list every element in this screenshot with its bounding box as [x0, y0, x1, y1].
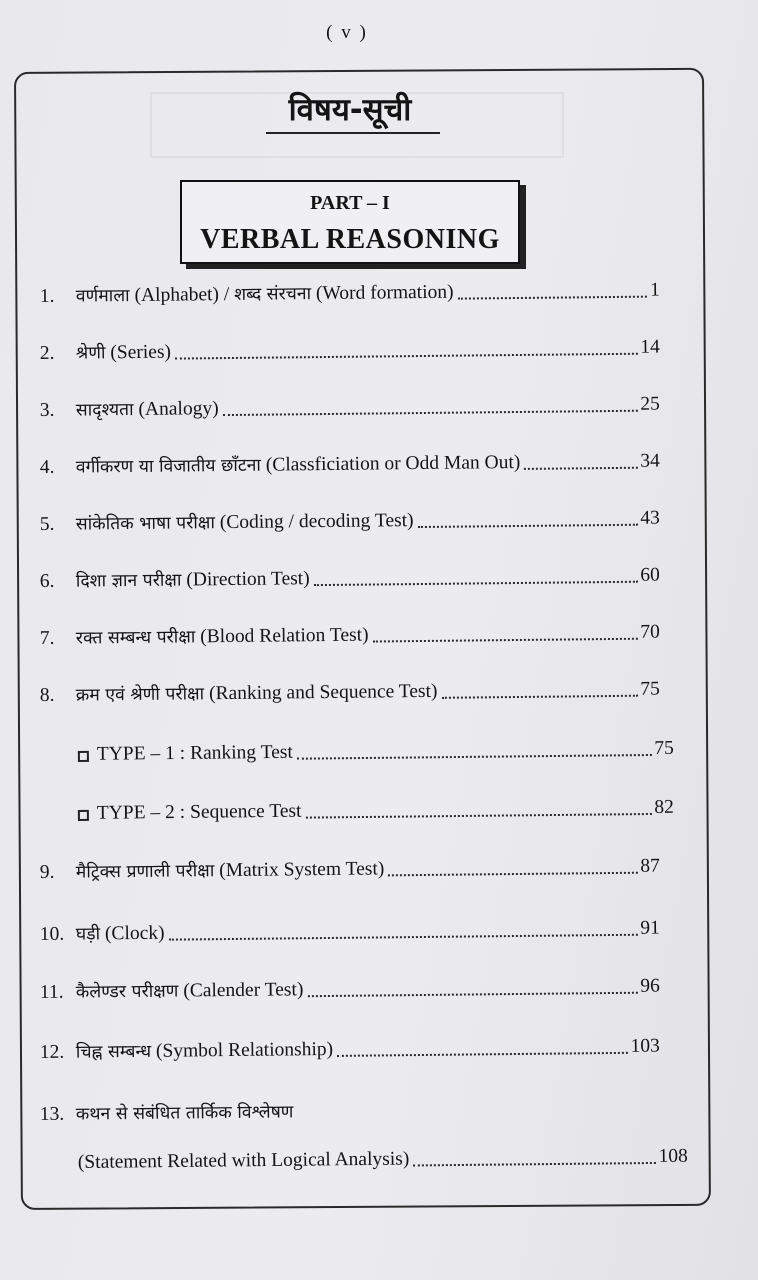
- entry-number: 4.: [39, 456, 55, 479]
- entry-title: रक्त सम्बन्ध परीक्षा (Blood Relation Test): [75, 624, 369, 649]
- entry-page: 34: [640, 450, 660, 472]
- entry-page: 96: [640, 975, 660, 997]
- entry-number: 8.: [39, 684, 55, 707]
- entry-title: कैलेण्डर परीक्षण (Calender Test): [75, 979, 304, 1003]
- entry-title: घड़ी (Clock): [75, 922, 165, 945]
- checkbox-bullet-icon: [78, 810, 89, 821]
- entry-title: वर्णमाला (Alphabet) / शब्द संरचना (Word formation): [75, 281, 454, 307]
- entry-number: 10.: [39, 923, 65, 946]
- entry-page: 91: [640, 917, 660, 939]
- entry-page: 70: [640, 621, 660, 643]
- entry-title: सांकेतिक भाषा परीक्षा (Coding / decoding Test): [75, 510, 414, 535]
- leader-dots: [388, 866, 637, 877]
- entry-title-english: (Statement Related with Logical Analysis): [77, 1148, 410, 1173]
- entry-page: 1: [649, 279, 660, 301]
- entry-number: 7.: [39, 627, 55, 650]
- leader-dots: [314, 575, 638, 586]
- entry-number: 5.: [39, 513, 55, 536]
- subentry-title: TYPE – 2 : Sequence Test: [96, 800, 302, 824]
- entry-title-hindi: कथन से संबंधित तार्किक विश्लेषण: [75, 1102, 294, 1125]
- entry-page: 108: [658, 1145, 688, 1167]
- leader-dots: [413, 1156, 655, 1167]
- leader-dots: [305, 807, 651, 819]
- entry-number: 6.: [39, 570, 55, 593]
- entry-page: 75: [654, 737, 674, 759]
- leader-dots: [373, 632, 638, 643]
- leader-dots: [175, 347, 637, 360]
- checkbox-bullet-icon: [78, 751, 89, 762]
- entry-number: 12.: [39, 1041, 65, 1063]
- title-underline: [266, 132, 440, 134]
- page-number: ( v ): [326, 22, 368, 43]
- leader-dots: [307, 986, 637, 997]
- entry-page: 43: [640, 507, 660, 529]
- entry-number: 13.: [39, 1103, 65, 1125]
- entry-title: क्रम एवं श्रेणी परीक्षा (Ranking and Sequence Test): [75, 680, 438, 706]
- part-box: [180, 180, 520, 264]
- leader-dots: [441, 689, 637, 699]
- leader-dots: [223, 404, 638, 416]
- entry-page: 87: [640, 855, 660, 877]
- entry-title: वर्गीकरण या विजातीय छाँटना (Classficiation or Odd Man Out): [75, 451, 521, 478]
- entry-title: दिशा ज्ञान परीक्षा (Direction Test): [75, 568, 310, 592]
- entry-page: 25: [640, 393, 660, 415]
- entry-number: 3.: [39, 399, 55, 422]
- entry-title: मैट्रिक्स प्रणाली परीक्षा (Matrix System Test): [75, 858, 385, 883]
- entry-number: 11.: [39, 981, 64, 1004]
- part-title: VERBAL REASONING: [200, 224, 500, 255]
- leader-dots: [418, 518, 638, 528]
- entry-number: 9.: [39, 861, 55, 884]
- leader-dots: [337, 1046, 628, 1057]
- entry-page: 60: [640, 564, 660, 586]
- entry-page: 14: [640, 336, 660, 358]
- leader-dots: [524, 461, 637, 470]
- part-label: PART – I: [310, 192, 390, 214]
- entry-number: 2.: [39, 342, 55, 365]
- entry-page: 103: [630, 1035, 660, 1057]
- leader-dots: [169, 928, 638, 941]
- entry-page: 75: [640, 678, 660, 700]
- entry-page: 82: [654, 796, 674, 818]
- subentry-title: TYPE – 1 : Ranking Test: [96, 741, 293, 765]
- entry-number: 1.: [39, 285, 55, 308]
- entry-title: सादृश्यता (Analogy): [75, 398, 219, 421]
- entry-title: चिह्न सम्बन्ध (Symbol Relationship): [75, 1038, 334, 1063]
- leader-dots: [458, 290, 648, 300]
- leader-dots: [297, 748, 652, 760]
- entry-title: श्रेणी (Series): [75, 341, 172, 364]
- page-title: विषय-सूची: [288, 92, 412, 128]
